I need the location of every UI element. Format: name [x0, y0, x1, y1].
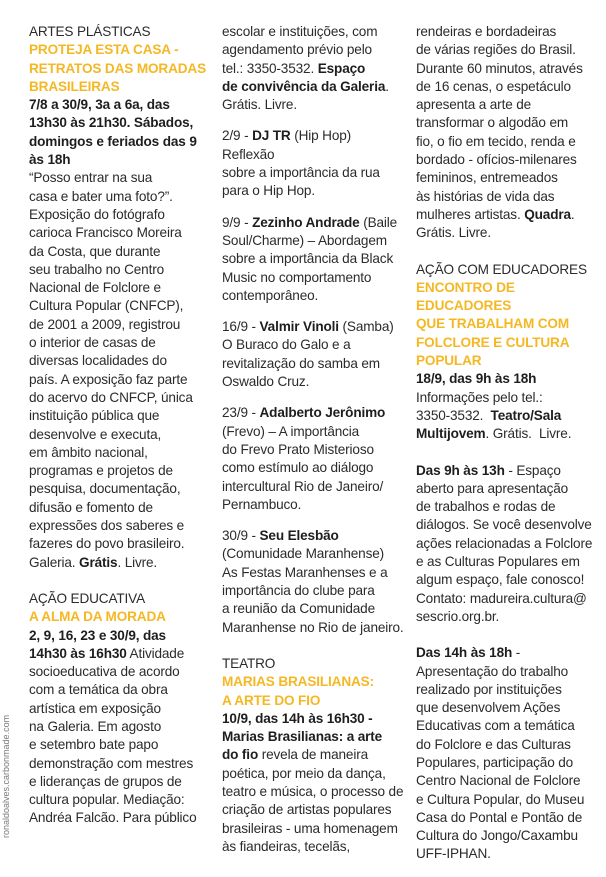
event-title-line: A ARTE DO FIO: [222, 692, 321, 708]
description-line: agendamento prévio pelo: [222, 42, 372, 58]
description-line: de 16 cenas, o espetáculo: [416, 78, 571, 94]
event-acao-educadores: [416, 261, 601, 444]
talk-text: para o Hip Hop.: [222, 183, 315, 199]
event-name-line: Marias Brasilianas: a arte: [222, 729, 383, 745]
description-line: fio, o fio em tecido, renda e: [416, 133, 576, 149]
talk-text: (Comunidade Maranhense): [222, 546, 385, 562]
event-acao-educativa: [29, 590, 209, 828]
talk-date: 30/9 -: [222, 528, 260, 544]
event-title: A ALMA DA MORADA: [29, 609, 166, 625]
description-line: criação de artistas populares: [222, 802, 392, 818]
talk-text: (Baile: [359, 214, 398, 230]
description-line: rendeiras e bordadeiras: [416, 24, 557, 39]
description-line: de 2001 a 2009, registrou: [29, 316, 181, 332]
price-access: . Grátis. Livre.: [485, 426, 572, 442]
description-line: difusão e fomento de: [29, 499, 153, 515]
description-line: socioeducativa de acordo: [29, 664, 180, 680]
event-title-line: BRASILEIRAS: [29, 78, 120, 94]
venue: de convivência da Galeria: [222, 78, 386, 94]
talk-text: a reunião da Comunidade: [222, 601, 375, 617]
venue: Quadra: [524, 206, 571, 222]
description-line: Durante 60 minutos, através: [416, 60, 583, 76]
talk-date: 2/9 -: [222, 128, 253, 144]
description-line: o interior de casas de: [29, 335, 156, 351]
section-category: AÇÃO COM EDUCADORES: [416, 261, 587, 277]
talk-text: importância do clube para: [222, 583, 375, 599]
description-line: aberto para apresentação: [416, 480, 569, 496]
educativa-continuation: [222, 23, 407, 114]
designer-credit: ronaldoalves.carbonmade.com: [1, 714, 11, 838]
talk-text: intercultural Rio de Janeiro/: [222, 478, 384, 494]
event-teatro: [222, 655, 407, 856]
talk-text: As Festas Maranhenses e a: [222, 564, 388, 580]
description-line: de trabalhos e rodas de: [416, 499, 556, 515]
talk-text: contemporâneo.: [222, 287, 319, 303]
talk-text: Soul/Charme) – Abordagem: [222, 232, 387, 248]
talk-text: do Frevo Prato Misterioso: [222, 441, 374, 457]
description-text: - Espaço: [504, 462, 561, 478]
description-line: apresenta a arte de: [416, 97, 532, 113]
event-title-line: RETRATOS DAS MORADAS: [29, 60, 206, 76]
description-line: de várias regiões do Brasil.: [416, 42, 576, 58]
teatro-continuation: [416, 23, 601, 243]
description-line: Cultura do Jongo/Caxambu: [416, 828, 578, 844]
event-title-line: MARIAS BRASILIANAS:: [222, 674, 374, 690]
event-title-line: QUE TRABALHAM COM: [416, 316, 570, 332]
contact-email-line[interactable]: sescrio.org.br.: [416, 608, 500, 624]
price-access: Grátis. Livre.: [416, 225, 491, 241]
talk-item: [222, 404, 407, 514]
description-line: carioca Francisco Moreira: [29, 225, 182, 241]
talk-item: [222, 214, 407, 305]
talk-text: sobre a importância da Black: [222, 251, 394, 267]
talk-text: Music no comportamento: [222, 269, 372, 285]
description-line: Apresentação do trabalho: [416, 663, 569, 679]
description-line: brasileiras - uma homenagem: [222, 820, 398, 836]
description-line: da Costa, que durante: [29, 243, 161, 259]
event-schedule: às 18h: [29, 152, 71, 168]
talk-name: Adalberto Jerônimo: [259, 405, 386, 421]
description-line: pesquisa, documentação,: [29, 481, 181, 497]
description-line: programas e projetos de: [29, 463, 173, 479]
talk-name: DJ TR: [252, 128, 291, 144]
description-line: às histórias de vida das: [416, 188, 555, 204]
description-line: Nacional de Folclore e: [29, 280, 161, 296]
description-line: do Folclore e das Culturas: [416, 736, 571, 752]
talk-name: Valmir Vinoli: [259, 319, 339, 335]
talk-item: [222, 127, 407, 200]
talk-text: (Frevo) – A importância: [222, 423, 360, 439]
info-line: Informações pelo tel.:: [416, 389, 543, 405]
venue-line: de convivência da Galeria.: [222, 78, 389, 94]
description-line: Andréa Falcão. Para público: [29, 810, 197, 826]
talk-name: Zezinho Andrade: [252, 214, 360, 230]
section-category: ARTES PLÁSTICAS: [29, 24, 151, 39]
description-line: Casa do Pontal e Pontão de: [416, 809, 583, 825]
talk-text: O Buraco do Galo e a: [222, 337, 351, 353]
event-artes-plasticas: [29, 23, 209, 572]
description-text: revela de maneira: [258, 747, 368, 763]
session-time: Das 9h às 13h: [416, 462, 505, 478]
phone: 3350-3532.: [416, 407, 491, 423]
talk-text: como estímulo ao diálogo: [222, 460, 374, 476]
description-line: cultura popular. Mediação:: [29, 792, 185, 808]
punctuation: .: [570, 206, 575, 222]
description-line: “Posso entrar na sua: [29, 170, 153, 186]
description-line: Cultura Popular (CNFCP),: [29, 298, 184, 314]
talk-date: 23/9 -: [222, 405, 260, 421]
event-title-line: FOLCLORE E CULTURA: [416, 334, 570, 350]
description-text: Atividade: [126, 645, 185, 661]
event-description: [29, 169, 209, 572]
venue: Espaço: [317, 60, 366, 76]
description-line: femininos, entremeados: [416, 170, 558, 186]
talk-text: (Samba): [338, 319, 394, 335]
description-text: mulheres artistas.: [416, 206, 525, 222]
access: . Livre.: [117, 554, 158, 570]
talk-text: Pernambuco.: [222, 496, 302, 512]
event-title-line: POPULAR: [416, 353, 482, 369]
event-schedule: 10/9, das 14h às 16h30 -: [222, 710, 373, 726]
column-3: [416, 23, 601, 877]
description-line: instituição pública que: [29, 408, 160, 424]
description-line: Exposição do fotógrafo: [29, 206, 165, 222]
description-line: desenvolve e executa,: [29, 426, 162, 442]
contact-email-line[interactable]: Contato: madureira.cultura@: [416, 590, 587, 606]
event-schedule: 18/9, das 9h às 18h: [416, 371, 537, 387]
talk-text: (Hip Hop) Reflexão: [222, 128, 352, 162]
description-line: em âmbito nacional,: [29, 444, 148, 460]
description-line: diálogos. Se você desenvolve: [416, 517, 592, 533]
section-category: AÇÃO EDUCATIVA: [29, 590, 145, 606]
description-line: bordado - ofícios-milenares: [416, 152, 577, 168]
price-access: Grátis. Livre.: [222, 97, 297, 113]
schedule-description-line: [29, 645, 209, 663]
description-line: e setembro bate papo: [29, 737, 159, 753]
event-schedule: 13h30 às 21h30. Sábados,: [29, 115, 194, 131]
event-title-line: PROTEJA ESTA CASA -: [29, 42, 179, 58]
venue: Teatro/Sala: [490, 407, 562, 423]
talk-item: [222, 527, 407, 637]
description-line: com a temática da obra: [29, 682, 168, 698]
description-line: fazeres do povo brasileiro.: [29, 536, 185, 552]
talk-date: 9/9 -: [222, 214, 253, 230]
description-line: escolar e instituições, com: [222, 24, 378, 39]
talk-date: 16/9 -: [222, 319, 260, 335]
description-line: e lideranças de grupos de: [29, 773, 182, 789]
description-line: artística em exposição: [29, 700, 161, 716]
session-time: Das 14h às 18h: [416, 645, 513, 661]
session-morning: [416, 462, 601, 627]
description-text: -: [512, 645, 521, 661]
description-line: UFF-IPHAN.: [416, 846, 491, 862]
description-line: às fiandeiras, tecelãs,: [222, 838, 351, 854]
talk-text: revitalização do samba em: [222, 355, 380, 371]
talk-text: Oswaldo Cruz.: [222, 374, 310, 390]
event-title-line: ENCONTRO DE EDUCADORES: [416, 279, 515, 314]
description-line: poética, por meio da dança,: [222, 765, 386, 781]
description-line: realizado por instituições: [416, 681, 562, 697]
column-1: [29, 23, 209, 841]
column-2: [222, 23, 407, 869]
description-line: transformar o algodão em: [416, 115, 569, 131]
description-line: que desenvolvem Ações: [416, 700, 561, 716]
description-line: Populares, participação do: [416, 754, 574, 770]
description-line: na Galeria. Em agosto: [29, 718, 162, 734]
talk-text: sobre a importância da rua: [222, 165, 380, 181]
description-line: teatro e música, o processo de: [222, 783, 404, 799]
description-line: expressões dos saberes e: [29, 518, 185, 534]
talk-text: Maranhense no Rio de janeiro.: [222, 619, 404, 635]
tel-venue-line: [222, 60, 407, 78]
event-schedule: domingos e feriados das 9: [29, 133, 197, 149]
description-line: algum espaço, fale conosco!: [416, 572, 585, 588]
venue-price-line: [29, 554, 209, 572]
price: Grátis: [79, 554, 118, 570]
venue: Galeria.: [29, 554, 76, 570]
description-line: e as Culturas Populares em: [416, 554, 580, 570]
phone: tel.: 3350-3532.: [222, 60, 315, 76]
talk-item: [222, 318, 407, 391]
section-category: TEATRO: [222, 655, 276, 671]
description-line: e Cultura Popular, do Museu: [416, 791, 585, 807]
description-line: Educativas com a temática: [416, 718, 575, 734]
talk-name: Seu Elesbão: [259, 528, 339, 544]
description-line: diversas localidades do: [29, 353, 167, 369]
venue: Multijovem: [416, 426, 486, 442]
description-line: demonstração com mestres: [29, 755, 194, 771]
description-line: casa e bater uma foto?”.: [29, 188, 173, 204]
description-line: país. A exposição faz parte: [29, 371, 188, 387]
event-name-line: do fio: [222, 747, 259, 763]
description-line: ações relacionadas a Folclore: [416, 535, 593, 551]
event-schedule: 2, 9, 16, 23 e 30/9, das: [29, 627, 166, 643]
description-line: seu trabalho no Centro: [29, 261, 164, 277]
event-schedule: 7/8 a 30/9, 3a a 6a, das: [29, 97, 170, 113]
description-line: Centro Nacional de Folclore: [416, 773, 581, 789]
session-afternoon: [416, 644, 601, 864]
description-line: do acervo do CNFCP, única: [29, 389, 193, 405]
event-schedule: 14h30 às 16h30: [29, 645, 127, 661]
